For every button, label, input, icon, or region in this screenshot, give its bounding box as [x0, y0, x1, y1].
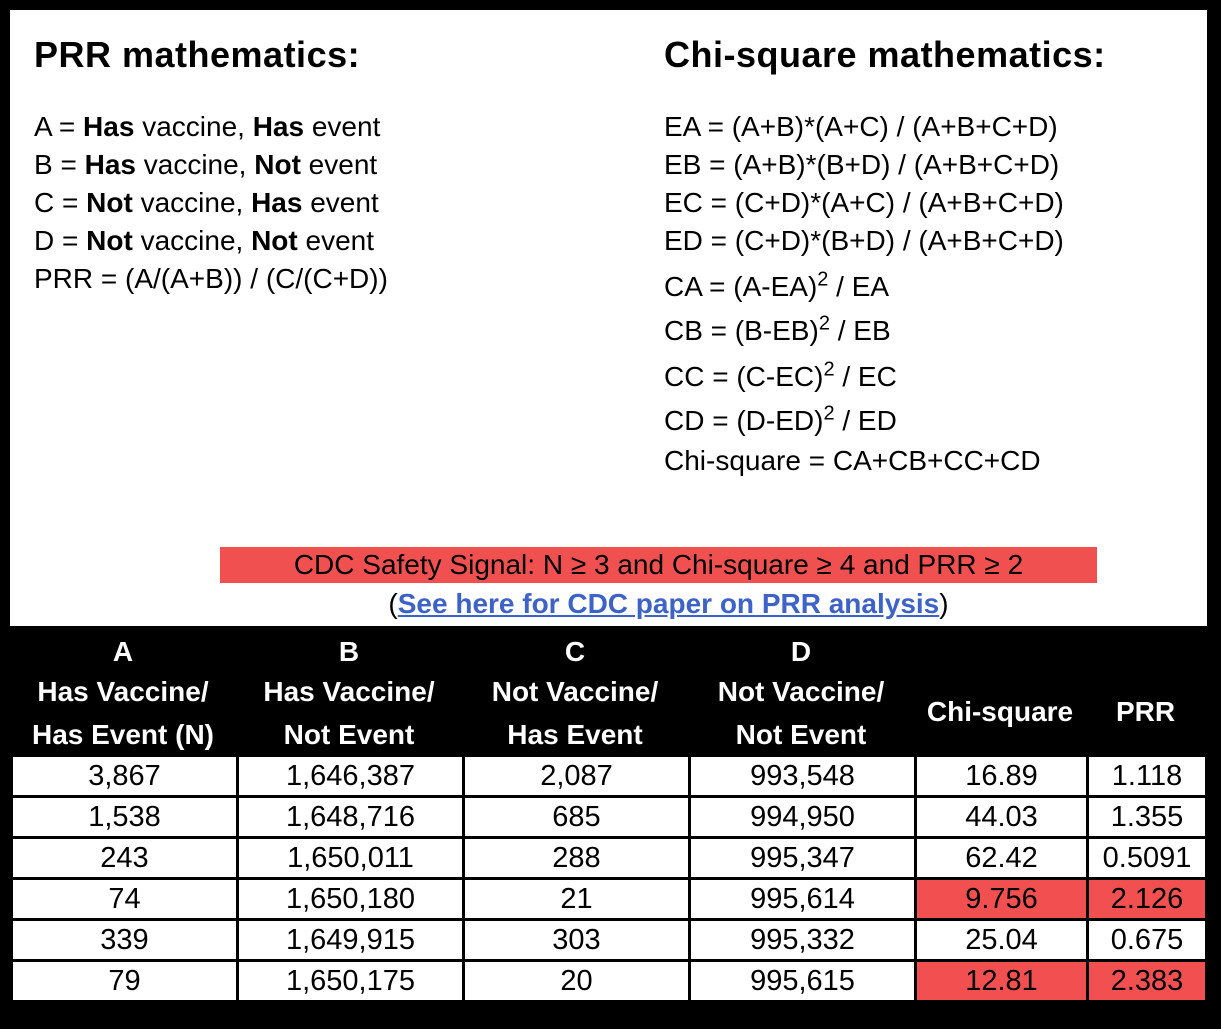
cell-c: 288 [464, 838, 690, 879]
table-row [12, 756, 1207, 797]
cell-d: 995,347 [690, 838, 916, 879]
cell-prr: 1.355 [1088, 797, 1207, 838]
cell-d: 994,950 [690, 797, 916, 838]
results-table [10, 754, 1208, 1003]
safety-signal-banner: CDC Safety Signal: N ≥ 3 and Chi-square ≥ 4 and PRR ≥ 2 [220, 547, 1097, 583]
prr-line-a: A = Has vaccine, Has event [34, 111, 381, 142]
cell-a: 74 [12, 879, 238, 920]
ec-formula: EC = (C+D)*(A+C) / (A+B+C+D) [664, 187, 1064, 218]
header-c-line1: Not Vaccine/ [491, 676, 659, 707]
table-row [12, 879, 1207, 920]
cell-a: 1,538 [12, 797, 238, 838]
header-b-line2: Not Event [283, 719, 415, 750]
cdc-paper-link[interactable]: See here for CDC paper on PRR analysis [397, 588, 940, 619]
cell-prr: 0.675 [1088, 920, 1207, 961]
cell-b: 1,650,180 [238, 879, 464, 920]
header-c-line2: Has Event [507, 719, 643, 750]
cell-b: 1,648,716 [238, 797, 464, 838]
cell-prr: 1.118 [1088, 756, 1207, 797]
header-a-line2: Has Event (N) [31, 719, 215, 750]
cell-chi-square: 16.89 [916, 756, 1088, 797]
cell-chi-square: 12.81 [916, 961, 1088, 1002]
cell-c: 2,087 [464, 756, 690, 797]
cell-b: 1,646,387 [238, 756, 464, 797]
cell-d: 995,615 [690, 961, 916, 1002]
cell-c: 303 [464, 920, 690, 961]
cell-d: 995,332 [690, 920, 916, 961]
cell-chi-square: 62.42 [916, 838, 1088, 879]
cell-d: 995,614 [690, 879, 916, 920]
table-row [12, 797, 1207, 838]
cell-b: 1,649,915 [238, 920, 464, 961]
cell-c: 21 [464, 879, 690, 920]
ea-formula: EA = (A+B)*(A+C) / (A+B+C+D) [664, 111, 1058, 142]
cell-d: 993,548 [690, 756, 916, 797]
header-chi-square: Chi-square [926, 696, 1074, 727]
cell-prr: 2.126 [1088, 879, 1207, 920]
header-prr: PRR [1115, 696, 1176, 727]
table-row [12, 838, 1207, 879]
cd-formula: CD = $(D-ED)^2$ / ED [664, 402, 897, 436]
cell-c: 685 [464, 797, 690, 838]
header-d-line2: Not Event [735, 719, 867, 750]
cdc-paper-line: (See here for CDC paper on PRR analysis) [388, 588, 949, 619]
cell-prr: 0.5091 [1088, 838, 1207, 879]
cell-prr: 2.383 [1088, 961, 1207, 1002]
header-d-line1: Not Vaccine/ [717, 676, 885, 707]
cell-chi-square: 9.756 [916, 879, 1088, 920]
prr-title: PRR mathematics: [34, 34, 361, 75]
cell-a: 339 [12, 920, 238, 961]
table-row [12, 920, 1207, 961]
eb-formula: EB = (A+B)*(B+D) / (A+B+C+D) [664, 149, 1060, 180]
cc-formula: CC = $(C-EC)^2$ / EC [664, 358, 897, 392]
cell-b: 1,650,011 [238, 838, 464, 879]
table-header [10, 630, 1205, 754]
header-c-letter: C [564, 636, 586, 667]
cb-formula: CB = $(B-EB)^2$ / EB [664, 312, 891, 346]
ca-formula: CA = $(A-EA)^2$ / EA [664, 268, 890, 302]
cell-chi-square: 44.03 [916, 797, 1088, 838]
ed-formula: ED = (C+D)*(B+D) / (A+B+C+D) [664, 225, 1064, 256]
cell-a: 243 [12, 838, 238, 879]
prr-line-c: C = Not vaccine, Has event [34, 187, 379, 218]
cell-b: 1,650,175 [238, 961, 464, 1002]
cell-c: 20 [464, 961, 690, 1002]
table-row [12, 961, 1207, 1002]
cell-a: 79 [12, 961, 238, 1002]
header-a-letter: A [112, 636, 134, 667]
cell-a: 3,867 [12, 756, 238, 797]
prr-line-b: B = Has vaccine, Not event [34, 149, 378, 180]
header-b-letter: B [338, 636, 360, 667]
formulas-panel [10, 10, 1207, 626]
chisq-title: Chi-square mathematics: [664, 34, 1106, 75]
header-b-line1: Has Vaccine/ [263, 676, 435, 707]
chisq-total-formula: Chi-square = CA+CB+CC+CD [664, 445, 1041, 476]
header-d-letter: D [790, 636, 812, 667]
prr-line-d: D = Not vaccine, Not event [34, 225, 375, 256]
cell-chi-square: 25.04 [916, 920, 1088, 961]
prr-formula: PRR = (A/(A+B)) / (C/(C+D)) [34, 263, 388, 294]
header-a-line1: Has Vaccine/ [37, 676, 209, 707]
